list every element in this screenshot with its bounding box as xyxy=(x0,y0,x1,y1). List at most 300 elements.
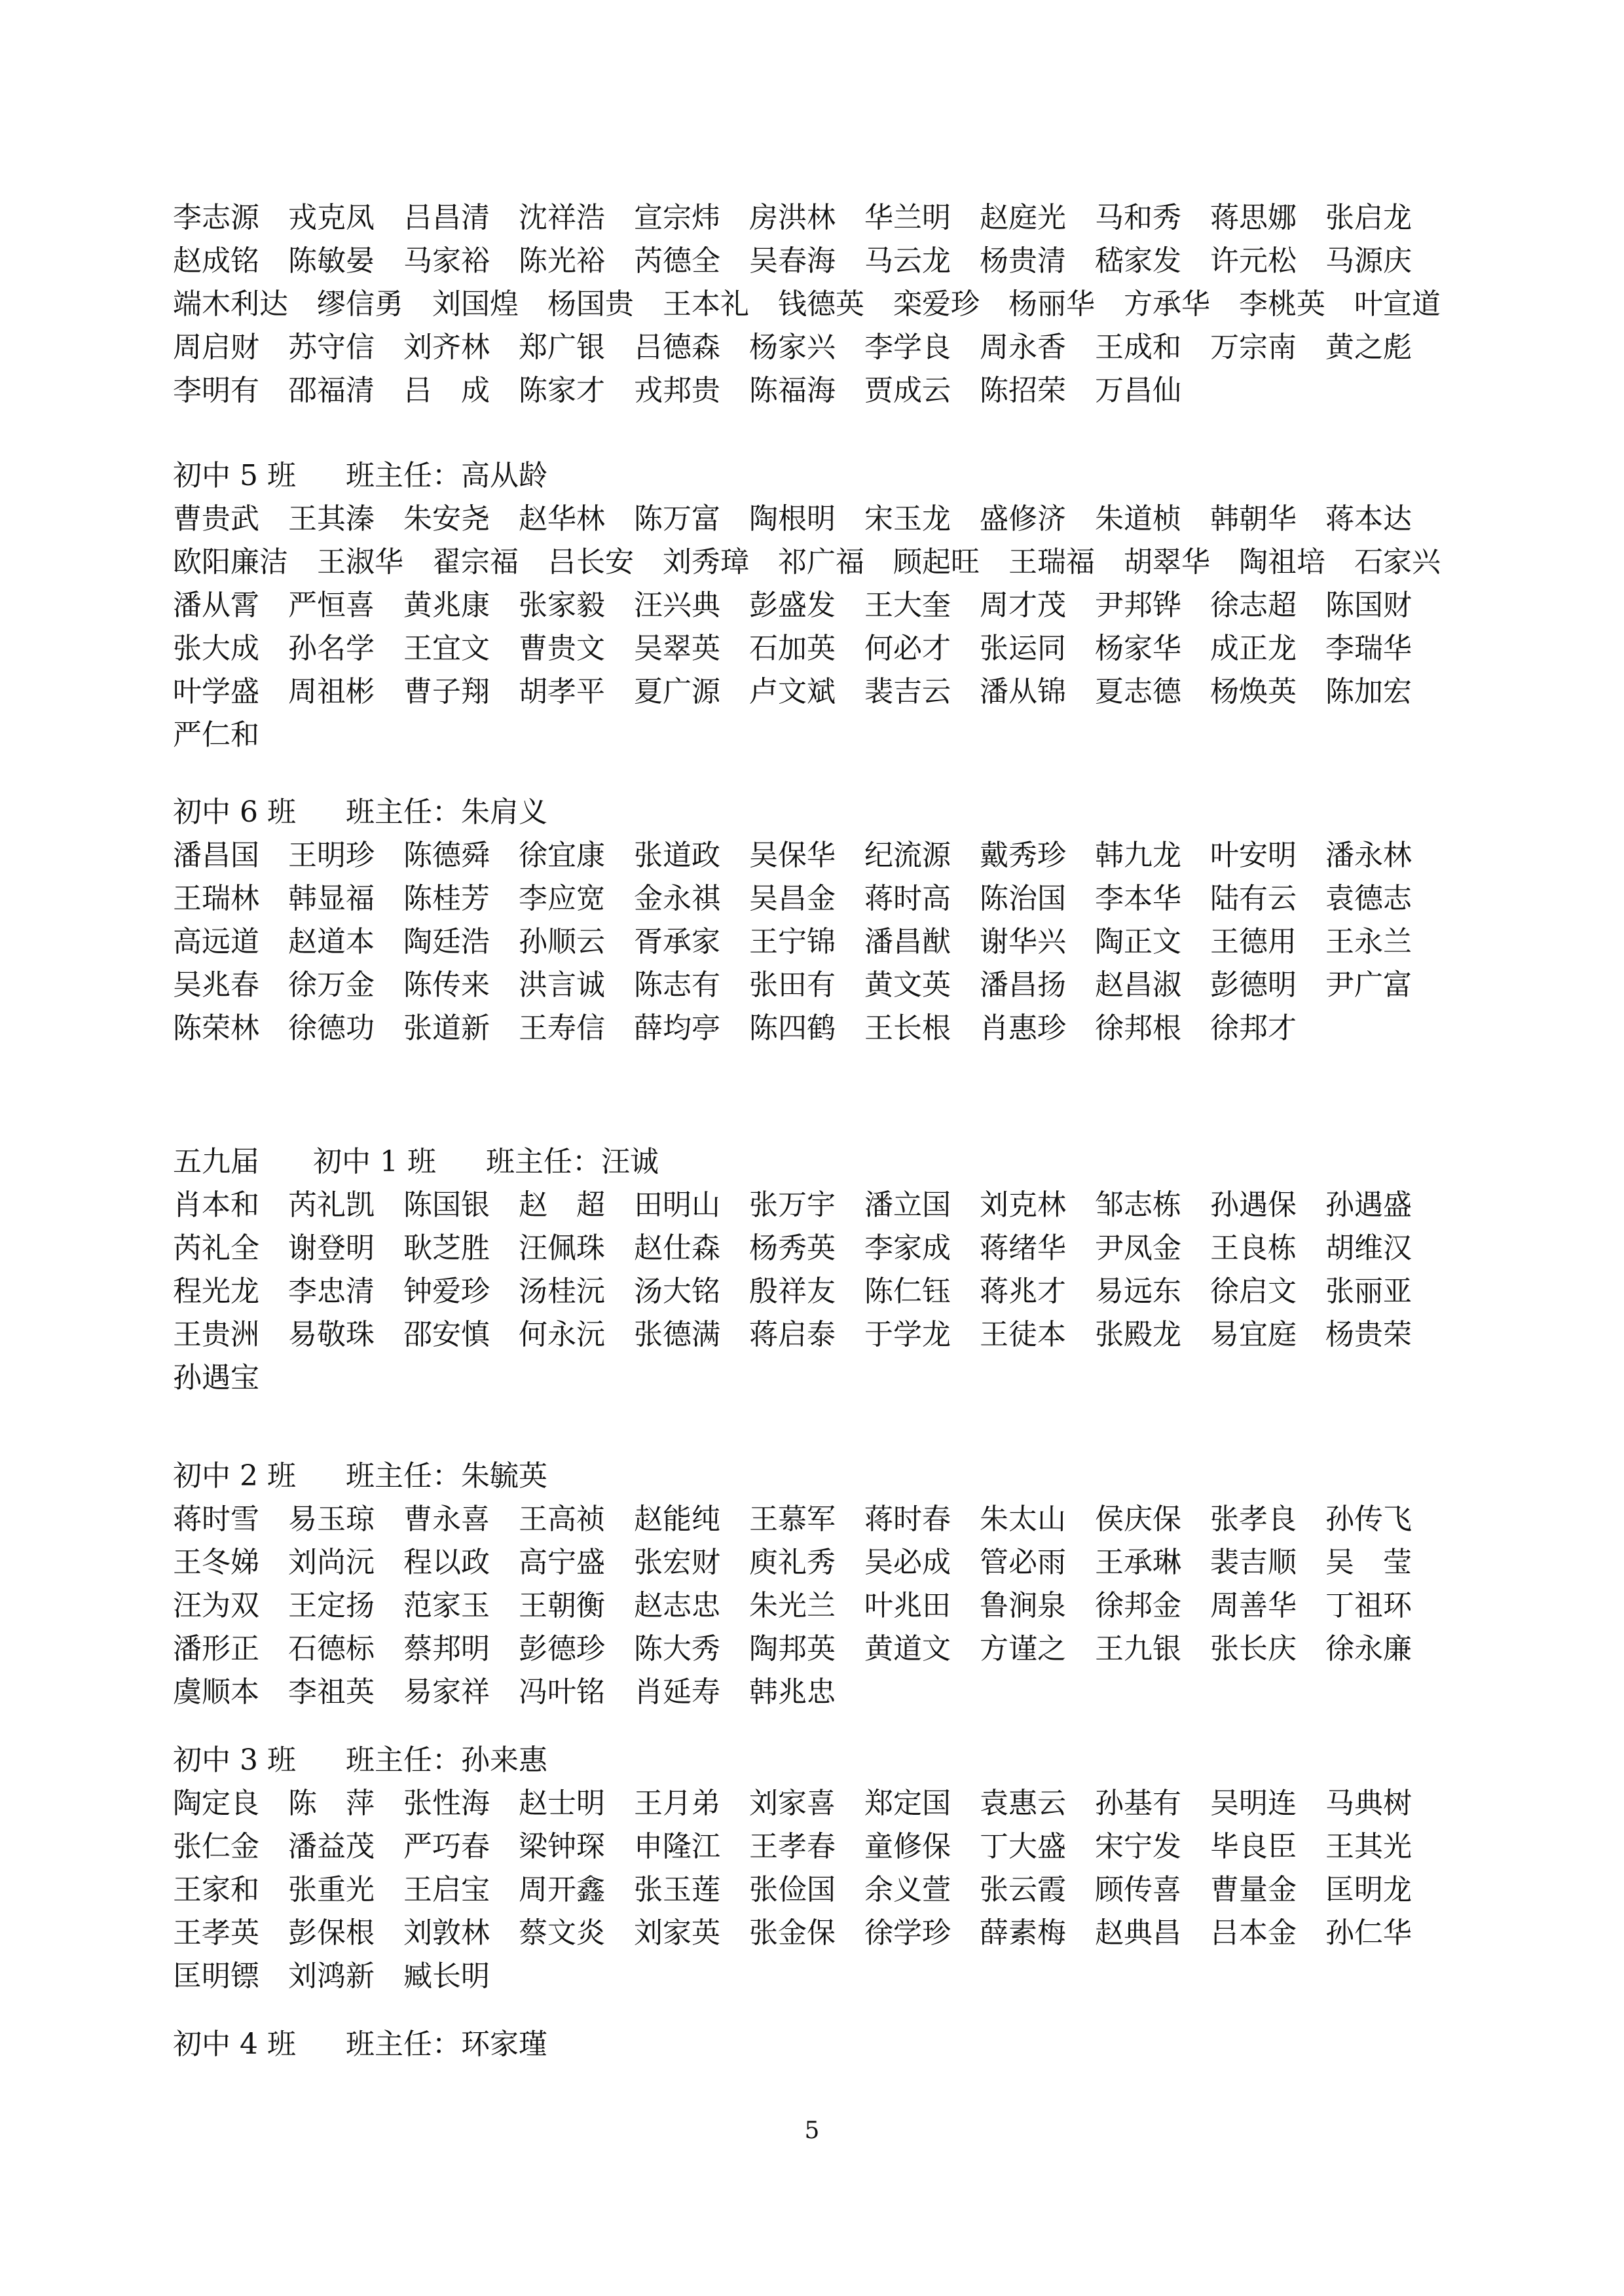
student-name: 丁大盛 xyxy=(980,1830,1066,1863)
student-name: 王长根 xyxy=(864,1011,951,1045)
student-name: 吴昌金 xyxy=(749,882,836,915)
student-name: 陶定良 xyxy=(173,1787,259,1820)
student-name: 蒋时高 xyxy=(864,882,951,915)
student-name: 潘从霄 xyxy=(173,589,259,622)
student-name: 王家和 xyxy=(173,1873,259,1906)
student-name: 赵志忠 xyxy=(634,1589,720,1622)
student-name: 严仁和 xyxy=(173,718,259,752)
student-name: 张田有 xyxy=(749,968,836,1002)
student-name: 陶正文 xyxy=(1095,925,1181,958)
student-name: 房洪林 xyxy=(749,201,836,234)
student-name: 卢文斌 xyxy=(749,675,836,708)
student-name: 冯叶铭 xyxy=(519,1675,605,1709)
student-name: 王成和 xyxy=(1095,331,1181,364)
student-name: 陶廷浩 xyxy=(403,925,490,958)
student-name: 张孝良 xyxy=(1210,1503,1297,1536)
student-name: 余义萱 xyxy=(864,1873,951,1906)
student-name: 李忠清 xyxy=(288,1275,375,1308)
student-name: 袁德志 xyxy=(1325,882,1412,915)
student-name: 王朝衡 xyxy=(519,1589,605,1622)
student-name: 王徒本 xyxy=(980,1318,1066,1351)
student-name: 杨贵荣 xyxy=(1325,1318,1412,1351)
student-name: 王瑞林 xyxy=(173,882,259,915)
student-name: 戴秀珍 xyxy=(980,839,1066,872)
student-name: 尹广富 xyxy=(1325,968,1412,1002)
student-name: 王九银 xyxy=(1095,1632,1181,1666)
student-name: 吴明连 xyxy=(1210,1787,1297,1820)
student-name: 孙遇盛 xyxy=(1325,1188,1412,1222)
class-name: 初中 6 班 xyxy=(173,795,296,829)
student-name: 宋宁发 xyxy=(1095,1830,1181,1863)
student-name: 张金保 xyxy=(749,1916,836,1950)
student-name: 郑广银 xyxy=(519,331,605,364)
student-name: 赵华林 xyxy=(519,502,605,536)
student-name: 吕 成 xyxy=(403,374,490,407)
student-name: 纪流源 xyxy=(864,839,951,872)
student-name: 谢登明 xyxy=(288,1231,375,1265)
homeroom-teacher: 班主任：环家瑾 xyxy=(346,2028,547,2061)
student-name: 许元松 xyxy=(1210,244,1297,278)
student-name: 王定扬 xyxy=(288,1589,375,1622)
student-name: 成正龙 xyxy=(1210,632,1297,665)
student-name: 耿芝胜 xyxy=(403,1231,490,1265)
student-name: 盛修济 xyxy=(980,502,1066,536)
homeroom-teacher: 班主任：朱肩义 xyxy=(346,795,547,829)
student-name: 王德用 xyxy=(1210,925,1297,958)
student-name: 朱太山 xyxy=(980,1503,1066,1536)
student-name: 王慕军 xyxy=(749,1503,836,1536)
student-name: 杨丽华 xyxy=(1008,287,1095,321)
student-name: 徐永廉 xyxy=(1325,1632,1412,1666)
student-name: 潘永林 xyxy=(1325,839,1412,872)
student-name: 田明山 xyxy=(634,1188,720,1222)
student-name: 孙名学 xyxy=(288,632,375,665)
student-name: 曹子翔 xyxy=(403,675,490,708)
student-name: 叶安明 xyxy=(1210,839,1297,872)
student-name: 吴兆春 xyxy=(173,968,259,1002)
student-name: 蒋时春 xyxy=(864,1503,951,1536)
student-name: 赵 超 xyxy=(519,1188,605,1222)
student-name: 芮德全 xyxy=(634,244,720,278)
student-name: 周善华 xyxy=(1210,1589,1297,1622)
student-name: 吕德森 xyxy=(634,331,720,364)
student-name: 赵士明 xyxy=(519,1787,605,1820)
student-name: 徐邦才 xyxy=(1210,1011,1297,1045)
student-name: 曹量金 xyxy=(1210,1873,1297,1906)
student-name: 徐学珍 xyxy=(864,1916,951,1950)
student-name: 王高祯 xyxy=(519,1503,605,1536)
student-name: 欧阳廉洁 xyxy=(173,545,288,579)
student-name: 张启龙 xyxy=(1325,201,1412,234)
student-name: 肖延寿 xyxy=(634,1675,720,1709)
student-name: 徐邦金 xyxy=(1095,1589,1181,1622)
student-name: 郑定国 xyxy=(864,1787,951,1820)
student-name: 彭德明 xyxy=(1210,968,1297,1002)
student-name: 马家裕 xyxy=(403,244,490,278)
student-name: 芮礼凯 xyxy=(288,1188,375,1222)
student-name: 嵇家发 xyxy=(1095,244,1181,278)
student-name: 栾爱珍 xyxy=(893,287,980,321)
student-name: 戎克凤 xyxy=(288,201,375,234)
student-name: 陈四鹤 xyxy=(749,1011,836,1045)
student-name: 宋玉龙 xyxy=(864,502,951,536)
student-name: 芮礼全 xyxy=(173,1231,259,1265)
student-name: 马典树 xyxy=(1325,1787,1412,1820)
student-name: 刘克林 xyxy=(980,1188,1066,1222)
student-name: 金永祺 xyxy=(634,882,720,915)
student-name: 刘齐林 xyxy=(403,331,490,364)
student-name: 赵道本 xyxy=(288,925,375,958)
student-name: 严巧春 xyxy=(403,1830,490,1863)
student-name: 程以政 xyxy=(403,1546,490,1579)
student-name: 潘从锦 xyxy=(980,675,1066,708)
student-name: 王孝春 xyxy=(749,1830,836,1863)
class-name: 初中 1 班 xyxy=(313,1145,436,1178)
student-name: 申隆江 xyxy=(634,1830,720,1863)
student-name: 杨家华 xyxy=(1095,632,1181,665)
student-name: 缪信勇 xyxy=(317,287,403,321)
student-name: 翟宗福 xyxy=(432,545,519,579)
student-name: 陶根明 xyxy=(749,502,836,536)
student-name: 高远道 xyxy=(173,925,259,958)
student-name: 杨国贵 xyxy=(547,287,634,321)
student-name: 马源庆 xyxy=(1325,244,1412,278)
student-name: 蒋本达 xyxy=(1325,502,1412,536)
student-name: 王本礼 xyxy=(663,287,749,321)
student-name: 薛素梅 xyxy=(980,1916,1066,1950)
student-name: 周永香 xyxy=(980,331,1066,364)
homeroom-teacher: 班主任：孙来惠 xyxy=(346,1743,547,1777)
student-name: 刘敦林 xyxy=(403,1916,490,1950)
student-name: 蒋启泰 xyxy=(749,1318,836,1351)
student-name: 潘昌国 xyxy=(173,839,259,872)
student-name: 张长庆 xyxy=(1210,1632,1297,1666)
student-name: 陈大秀 xyxy=(634,1632,720,1666)
student-name: 张玉莲 xyxy=(634,1873,720,1906)
student-name: 徐启文 xyxy=(1210,1275,1297,1308)
student-name: 华兰明 xyxy=(864,201,951,234)
homeroom-teacher: 班主任：朱毓英 xyxy=(346,1459,547,1493)
student-name: 彭德珍 xyxy=(519,1632,605,1666)
student-name: 陈敏晏 xyxy=(288,244,375,278)
student-name: 陈志有 xyxy=(634,968,720,1002)
student-name: 钟爱珍 xyxy=(403,1275,490,1308)
student-name: 方谨之 xyxy=(980,1632,1066,1666)
student-name: 顾起旺 xyxy=(893,545,980,579)
student-name: 韩朝华 xyxy=(1210,502,1297,536)
student-name: 陶邦英 xyxy=(749,1632,836,1666)
student-name: 王宁锦 xyxy=(749,925,836,958)
student-name: 孙传飞 xyxy=(1325,1503,1412,1536)
student-name: 叶宣道 xyxy=(1354,287,1441,321)
student-name: 丁祖环 xyxy=(1325,1589,1412,1622)
student-name: 王大奎 xyxy=(864,589,951,622)
student-name: 陶祖培 xyxy=(1239,545,1325,579)
student-name: 鲁涧泉 xyxy=(980,1589,1066,1622)
student-name: 童修保 xyxy=(864,1830,951,1863)
student-name: 范家玉 xyxy=(403,1589,490,1622)
page-number: 5 xyxy=(804,2117,820,2144)
student-name: 张运同 xyxy=(980,632,1066,665)
student-name: 潘益茂 xyxy=(288,1830,375,1863)
student-name: 庾礼秀 xyxy=(749,1546,836,1579)
student-name: 杨贵清 xyxy=(980,244,1066,278)
student-name: 陈招荣 xyxy=(980,374,1066,407)
student-name: 韩兆忠 xyxy=(749,1675,836,1709)
student-name: 黄文英 xyxy=(864,968,951,1002)
student-name: 孙遇宝 xyxy=(173,1361,259,1394)
student-name: 王宜文 xyxy=(403,632,490,665)
student-name: 陈万富 xyxy=(634,502,720,536)
student-name: 陈仁钰 xyxy=(864,1275,951,1308)
student-name: 贾成云 xyxy=(864,374,951,407)
student-name: 陈传来 xyxy=(403,968,490,1002)
student-name: 杨焕英 xyxy=(1210,675,1297,708)
student-name: 石家兴 xyxy=(1354,545,1441,579)
student-name: 赵典昌 xyxy=(1095,1916,1181,1950)
student-name: 周才茂 xyxy=(980,589,1066,622)
student-name: 张丽亚 xyxy=(1325,1275,1412,1308)
student-name: 虞顺本 xyxy=(173,1675,259,1709)
student-name: 祁广福 xyxy=(778,545,864,579)
student-name: 韩显福 xyxy=(288,882,375,915)
student-name: 徐邦根 xyxy=(1095,1011,1181,1045)
student-name: 徐德功 xyxy=(288,1011,375,1045)
student-name: 尹凤金 xyxy=(1095,1231,1181,1265)
student-name: 匡明龙 xyxy=(1325,1873,1412,1906)
class-name: 初中 2 班 xyxy=(173,1459,296,1493)
student-name: 陈福海 xyxy=(749,374,836,407)
student-name: 王寿信 xyxy=(519,1011,605,1045)
student-name: 蒋思娜 xyxy=(1210,201,1297,234)
student-name: 胥承家 xyxy=(634,925,720,958)
student-name: 徐宜康 xyxy=(519,839,605,872)
student-name: 王贵洲 xyxy=(173,1318,259,1351)
student-name: 严恒喜 xyxy=(288,589,375,622)
student-name: 张家毅 xyxy=(519,589,605,622)
student-name: 周开鑫 xyxy=(519,1873,605,1906)
student-name: 王月弟 xyxy=(634,1787,720,1820)
student-name: 张万宇 xyxy=(749,1188,836,1222)
student-name: 吴翠英 xyxy=(634,632,720,665)
student-name: 王冬娣 xyxy=(173,1546,259,1579)
student-name: 侯庆保 xyxy=(1095,1503,1181,1536)
student-name: 汤大铭 xyxy=(634,1275,720,1308)
student-name: 杨家兴 xyxy=(749,331,836,364)
student-name: 陈桂芳 xyxy=(403,882,490,915)
student-name: 管必雨 xyxy=(980,1546,1066,1579)
student-name: 李家成 xyxy=(864,1231,951,1265)
student-name: 蔡邦明 xyxy=(403,1632,490,1666)
student-name: 潘昌猷 xyxy=(864,925,951,958)
student-name: 陈加宏 xyxy=(1325,675,1412,708)
student-name: 裴吉云 xyxy=(864,675,951,708)
student-name: 马云龙 xyxy=(864,244,951,278)
student-name: 韩九龙 xyxy=(1095,839,1181,872)
cohort-label: 五九届 xyxy=(173,1145,259,1178)
student-name: 陈家才 xyxy=(519,374,605,407)
student-name: 易家祥 xyxy=(403,1675,490,1709)
student-name: 蔡文炎 xyxy=(519,1916,605,1950)
student-name: 汪佩珠 xyxy=(519,1231,605,1265)
student-name: 徐万金 xyxy=(288,968,375,1002)
student-name: 陈 萍 xyxy=(288,1787,375,1820)
student-name: 臧长明 xyxy=(403,1959,490,1993)
student-name: 易宜庭 xyxy=(1210,1318,1297,1351)
student-name: 方承华 xyxy=(1124,287,1210,321)
student-name: 邵安慎 xyxy=(403,1318,490,1351)
student-name: 夏志德 xyxy=(1095,675,1181,708)
student-name: 毕良臣 xyxy=(1210,1830,1297,1863)
student-name: 朱安尧 xyxy=(403,502,490,536)
student-name: 王承琳 xyxy=(1095,1546,1181,1579)
student-name: 陈治国 xyxy=(980,882,1066,915)
student-name: 肖本和 xyxy=(173,1188,259,1222)
student-name: 黄道文 xyxy=(864,1632,951,1666)
student-name: 王淑华 xyxy=(317,545,403,579)
student-name: 万昌仙 xyxy=(1095,374,1181,407)
student-name: 杨秀英 xyxy=(749,1231,836,1265)
student-name: 石德标 xyxy=(288,1632,375,1666)
student-name: 曹贵武 xyxy=(173,502,259,536)
student-name: 王明珍 xyxy=(288,839,375,872)
student-name: 潘形正 xyxy=(173,1632,259,1666)
student-name: 吕长安 xyxy=(547,545,634,579)
student-name: 王其光 xyxy=(1325,1830,1412,1863)
student-name: 赵庭光 xyxy=(980,201,1066,234)
student-name: 张道新 xyxy=(403,1011,490,1045)
student-name: 汪兴典 xyxy=(634,589,720,622)
student-name: 陈德舜 xyxy=(403,839,490,872)
student-name: 戎邦贵 xyxy=(634,374,720,407)
student-name: 程光龙 xyxy=(173,1275,259,1308)
student-name: 何必才 xyxy=(864,632,951,665)
student-name: 易敬珠 xyxy=(288,1318,375,1351)
student-name: 曹贵文 xyxy=(519,632,605,665)
student-name: 周启财 xyxy=(173,331,259,364)
student-name: 黄之彪 xyxy=(1325,331,1412,364)
student-name: 潘昌扬 xyxy=(980,968,1066,1002)
student-name: 周祖彬 xyxy=(288,675,375,708)
student-name: 陈国银 xyxy=(403,1188,490,1222)
student-name: 张德满 xyxy=(634,1318,720,1351)
student-name: 孙遇保 xyxy=(1210,1188,1297,1222)
student-name: 沈祥浩 xyxy=(519,201,605,234)
student-name: 钱德英 xyxy=(778,287,864,321)
student-name: 裴吉顺 xyxy=(1210,1546,1297,1579)
student-name: 易玉琼 xyxy=(288,1503,375,1536)
class-name: 初中 5 班 xyxy=(173,459,296,492)
class-name: 初中 3 班 xyxy=(173,1743,296,1777)
student-name: 潘立国 xyxy=(864,1188,951,1222)
student-name: 刘秀璋 xyxy=(663,545,749,579)
student-name: 蒋绪华 xyxy=(980,1231,1066,1265)
student-name: 吴 莹 xyxy=(1325,1546,1412,1579)
student-name: 易远东 xyxy=(1095,1275,1181,1308)
student-name: 殷祥友 xyxy=(749,1275,836,1308)
student-name: 李瑞华 xyxy=(1325,632,1412,665)
student-name: 张宏财 xyxy=(634,1546,720,1579)
student-name: 苏守信 xyxy=(288,331,375,364)
student-name: 于学龙 xyxy=(864,1318,951,1351)
student-name: 王孝英 xyxy=(173,1916,259,1950)
student-name: 陆有云 xyxy=(1210,882,1297,915)
student-name: 李祖英 xyxy=(288,1675,375,1709)
student-name: 胡翠华 xyxy=(1124,545,1210,579)
student-name: 端木利达 xyxy=(173,287,288,321)
student-name: 张俭国 xyxy=(749,1873,836,1906)
student-name: 吕本金 xyxy=(1210,1916,1297,1950)
student-name: 吴必成 xyxy=(864,1546,951,1579)
student-name: 夏广源 xyxy=(634,675,720,708)
student-name: 李明有 xyxy=(173,374,259,407)
student-name: 刘家英 xyxy=(634,1916,720,1950)
student-name: 王启宝 xyxy=(403,1873,490,1906)
student-name: 汪为双 xyxy=(173,1589,259,1622)
student-name: 彭保根 xyxy=(288,1916,375,1950)
student-name: 张仁金 xyxy=(173,1830,259,1863)
student-name: 孙仁华 xyxy=(1325,1916,1412,1950)
student-name: 陈国财 xyxy=(1325,589,1412,622)
student-name: 朱道桢 xyxy=(1095,502,1181,536)
student-name: 邵福清 xyxy=(288,374,375,407)
student-name: 陈光裕 xyxy=(519,244,605,278)
student-name: 李应宽 xyxy=(519,882,605,915)
student-name: 薛均亭 xyxy=(634,1011,720,1045)
student-name: 张殿龙 xyxy=(1095,1318,1181,1351)
student-name: 王瑞福 xyxy=(1008,545,1095,579)
student-name: 张云霞 xyxy=(980,1873,1066,1906)
student-name: 宣宗炜 xyxy=(634,201,720,234)
student-name: 张重光 xyxy=(288,1873,375,1906)
student-name: 吕昌清 xyxy=(403,201,490,234)
student-name: 刘鸿新 xyxy=(288,1959,375,1993)
student-name: 邹志栋 xyxy=(1095,1188,1181,1222)
student-name: 李学良 xyxy=(864,331,951,364)
student-name: 胡孝平 xyxy=(519,675,605,708)
student-name: 赵成铭 xyxy=(173,244,259,278)
student-name: 蒋时雪 xyxy=(173,1503,259,1536)
student-name: 汤桂沅 xyxy=(519,1275,605,1308)
student-name: 吴春海 xyxy=(749,244,836,278)
student-name: 袁惠云 xyxy=(980,1787,1066,1820)
student-name: 王永兰 xyxy=(1325,925,1412,958)
student-name: 叶兆田 xyxy=(864,1589,951,1622)
student-name: 蒋兆才 xyxy=(980,1275,1066,1308)
student-name: 徐志超 xyxy=(1210,589,1297,622)
student-name: 尹邦铧 xyxy=(1095,589,1181,622)
student-name: 洪言诚 xyxy=(519,968,605,1002)
student-name: 朱光兰 xyxy=(749,1589,836,1622)
student-name: 张道政 xyxy=(634,839,720,872)
student-name: 赵昌淑 xyxy=(1095,968,1181,1002)
student-name: 梁钟琛 xyxy=(519,1830,605,1863)
student-name: 黄兆康 xyxy=(403,589,490,622)
student-name: 陈荣林 xyxy=(173,1011,259,1045)
student-name: 胡维汉 xyxy=(1325,1231,1412,1265)
student-name: 刘家喜 xyxy=(749,1787,836,1820)
student-name: 张大成 xyxy=(173,632,259,665)
student-name: 吴保华 xyxy=(749,839,836,872)
student-name: 刘尚沅 xyxy=(288,1546,375,1579)
student-name: 何永沅 xyxy=(519,1318,605,1351)
student-name: 顾传喜 xyxy=(1095,1873,1181,1906)
student-name: 张性海 xyxy=(403,1787,490,1820)
student-name: 李桃英 xyxy=(1239,287,1325,321)
student-name: 孙基有 xyxy=(1095,1787,1181,1820)
student-name: 孙顺云 xyxy=(519,925,605,958)
homeroom-teacher: 班主任：高从龄 xyxy=(346,459,547,492)
